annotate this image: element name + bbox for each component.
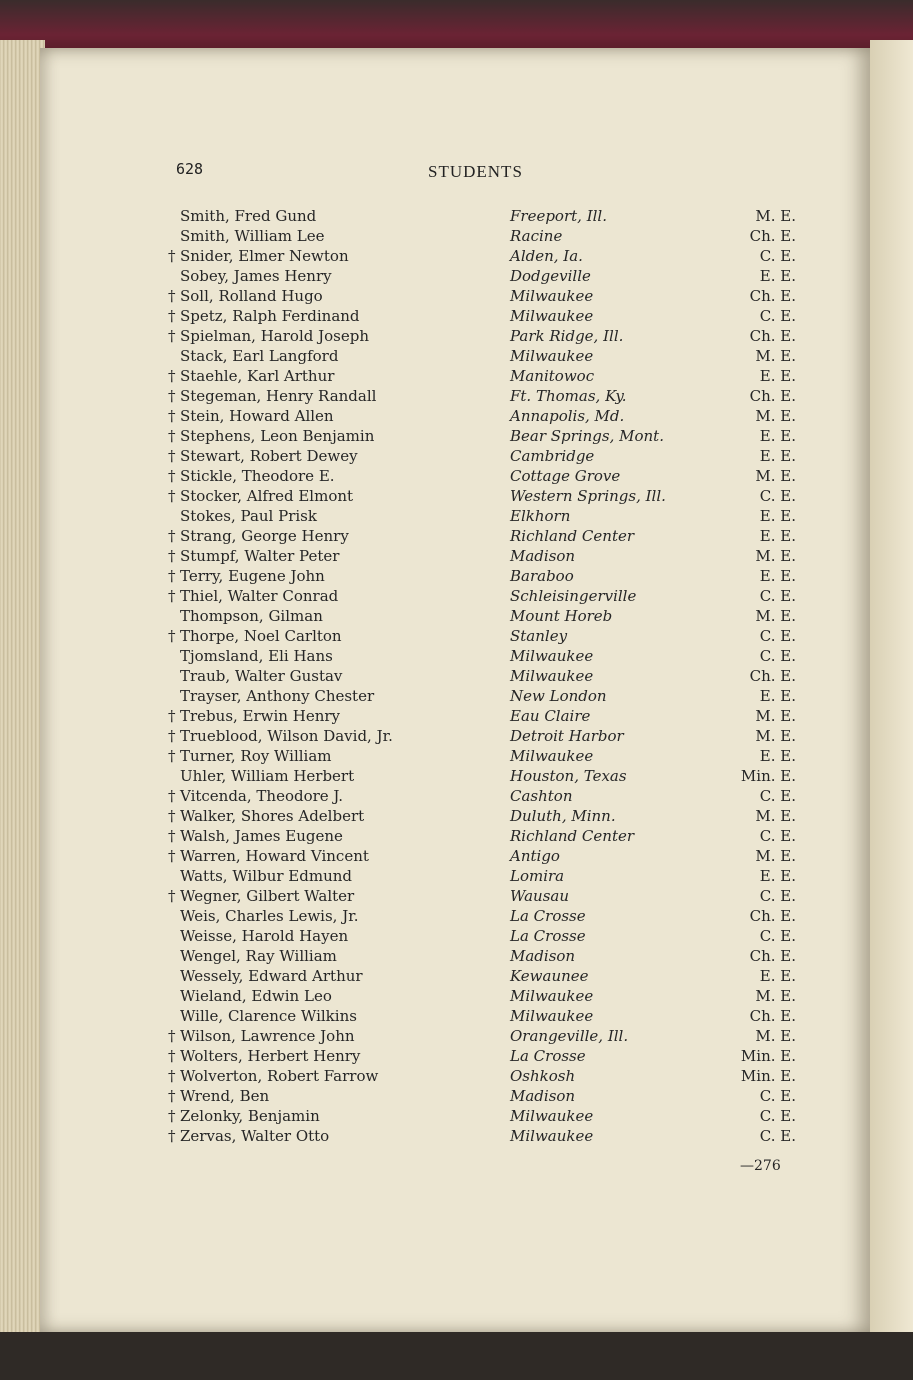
dagger-mark: †: [168, 747, 176, 765]
student-row: [0, 1086, 913, 1106]
student-row: [0, 846, 913, 866]
student-name-text: Smith, Fred Gund: [180, 207, 317, 225]
student-name-text: Wegner, Gilbert Walter: [180, 887, 355, 905]
course-of-study: E. E.: [759, 687, 796, 705]
student-name-text: Thiel, Walter Conrad: [180, 587, 339, 605]
dagger-mark: †: [168, 547, 176, 565]
hometown: Orangeville, Ill.: [510, 1027, 629, 1045]
course-of-study: E. E.: [759, 267, 796, 285]
dagger-mark: †: [168, 527, 176, 545]
student-name: [168, 246, 349, 266]
course-of-study: M. E.: [755, 547, 796, 565]
student-row: [0, 466, 913, 486]
page-number: 628: [176, 160, 204, 178]
student-name: [168, 386, 376, 406]
hometown: Kewaunee: [510, 967, 589, 985]
hometown: Manitowoc: [510, 367, 595, 385]
student-row: [0, 586, 913, 606]
student-name: [168, 666, 342, 686]
student-name-text: Thorpe, Noel Carlton: [180, 627, 342, 645]
student-row: [0, 806, 913, 826]
hometown: Milwaukee: [510, 287, 594, 305]
hometown: Cottage Grove: [510, 467, 621, 485]
student-row: [0, 866, 913, 886]
hometown: Cambridge: [510, 447, 595, 465]
student-name: [168, 426, 374, 446]
hometown: Richland Center: [510, 827, 635, 845]
hometown: Milwaukee: [510, 1007, 594, 1025]
course-of-study: C. E.: [759, 827, 796, 845]
course-of-study: Ch. E.: [749, 947, 796, 965]
hometown: Eau Claire: [510, 707, 591, 725]
student-name-text: Wolverton, Robert Farrow: [180, 1067, 379, 1085]
student-name-text: Wengel, Ray William: [180, 947, 337, 965]
course-of-study: C. E.: [759, 647, 796, 665]
student-name-text: Tjomsland, Eli Hans: [180, 647, 333, 665]
student-name: [168, 266, 332, 286]
dagger-mark: †: [168, 247, 176, 265]
hometown: Milwaukee: [510, 347, 594, 365]
student-row: [0, 386, 913, 406]
student-name-text: Wolters, Herbert Henry: [180, 1047, 361, 1065]
student-name-text: Traub, Walter Gustav: [180, 667, 343, 685]
student-name: [168, 686, 374, 706]
course-of-study: C. E.: [759, 787, 796, 805]
student-name-text: Thompson, Gilman: [180, 607, 323, 625]
student-row: [0, 746, 913, 766]
student-name-text: Turner, Roy William: [180, 747, 332, 765]
course-of-study: C. E.: [759, 1127, 796, 1145]
student-name: [168, 946, 337, 966]
hometown: Dodgeville: [510, 267, 591, 285]
student-row: [0, 1046, 913, 1066]
student-name: [168, 486, 353, 506]
hometown: Wausau: [510, 887, 570, 905]
course-of-study: Ch. E.: [749, 287, 796, 305]
student-row: [0, 286, 913, 306]
course-of-study: M. E.: [755, 607, 796, 625]
student-name-text: Zervas, Walter Otto: [180, 1127, 330, 1145]
cloth-binding-top: [0, 0, 913, 50]
hometown: Oshkosh: [510, 1067, 576, 1085]
student-name: [168, 1126, 329, 1146]
dagger-mark: †: [168, 807, 176, 825]
student-row: [0, 966, 913, 986]
student-name-text: Terry, Eugene John: [180, 567, 325, 585]
student-name: [168, 726, 393, 746]
course-of-study: E. E.: [759, 367, 796, 385]
course-of-study: C. E.: [759, 1087, 796, 1105]
student-row: [0, 426, 913, 446]
student-row: [0, 226, 913, 246]
student-name-text: Stack, Earl Langford: [180, 347, 339, 365]
dagger-mark: †: [168, 1027, 176, 1045]
dagger-mark: †: [168, 827, 176, 845]
student-row: [0, 486, 913, 506]
hometown: Antigo: [510, 847, 560, 865]
course-of-study: E. E.: [759, 567, 796, 585]
hometown: Duluth, Minn.: [510, 807, 616, 825]
student-name: [168, 586, 338, 606]
student-row: [0, 1106, 913, 1126]
student-row: [0, 326, 913, 346]
student-name-text: Stewart, Robert Dewey: [180, 447, 358, 465]
student-name-text: Wrend, Ben: [180, 1087, 270, 1105]
student-name-text: Weisse, Harold Hayen: [180, 927, 349, 945]
hometown: Park Ridge, Ill.: [510, 327, 624, 345]
course-of-study: M. E.: [755, 807, 796, 825]
student-row: [0, 266, 913, 286]
hometown: Madison: [510, 947, 576, 965]
student-name-text: Smith, William Lee: [180, 227, 325, 245]
dagger-mark: †: [168, 887, 176, 905]
student-name: [168, 366, 334, 386]
student-name: [168, 606, 323, 626]
course-of-study: C. E.: [759, 487, 796, 505]
student-row: [0, 666, 913, 686]
course-of-study: C. E.: [759, 887, 796, 905]
course-of-study: M. E.: [755, 347, 796, 365]
student-name: [168, 1066, 378, 1086]
student-name-text: Wille, Clarence Wilkins: [180, 1007, 357, 1025]
student-name: [168, 326, 369, 346]
student-name-text: Spetz, Ralph Ferdinand: [180, 307, 360, 325]
student-name: [168, 906, 359, 926]
student-roster: [0, 206, 913, 1146]
page-title: STUDENTS: [428, 162, 523, 181]
dagger-mark: †: [168, 707, 176, 725]
hometown: Mount Horeb: [510, 607, 613, 625]
hometown: Houston, Texas: [510, 767, 627, 785]
student-row: [0, 526, 913, 546]
course-of-study: M. E.: [755, 847, 796, 865]
course-of-study: M. E.: [755, 207, 796, 225]
hometown: Stanley: [510, 627, 568, 645]
student-row: [0, 1126, 913, 1146]
student-name-text: Vitcenda, Theodore J.: [180, 787, 344, 805]
student-name: [168, 786, 343, 806]
student-name: [168, 986, 332, 1006]
dagger-mark: †: [168, 427, 176, 445]
student-name-text: Stocker, Alfred Elmont: [180, 487, 354, 505]
student-row: [0, 646, 913, 666]
course-of-study: M. E.: [755, 987, 796, 1005]
student-name-text: Wilson, Lawrence John: [180, 1027, 355, 1045]
student-name: [168, 1026, 355, 1046]
student-name: [168, 226, 325, 246]
dagger-mark: †: [168, 627, 176, 645]
course-of-study: E. E.: [759, 967, 796, 985]
course-of-study: E. E.: [759, 427, 796, 445]
student-name: [168, 766, 354, 786]
course-of-study: Min. E.: [740, 767, 796, 785]
student-name: [168, 286, 323, 306]
student-name-text: Staehle, Karl Arthur: [180, 367, 335, 385]
student-name: [168, 406, 334, 426]
dagger-mark: †: [168, 727, 176, 745]
dagger-mark: †: [168, 487, 176, 505]
student-row: [0, 546, 913, 566]
hometown: Milwaukee: [510, 667, 594, 685]
course-of-study: Min. E.: [740, 1047, 796, 1065]
student-row: [0, 726, 913, 746]
student-name: [168, 626, 342, 646]
student-row: [0, 886, 913, 906]
student-name-text: Strang, George Henry: [180, 527, 349, 545]
hometown: Schleisingerville: [510, 587, 637, 605]
course-of-study: E. E.: [759, 527, 796, 545]
student-name-text: Snider, Elmer Newton: [180, 247, 349, 265]
hometown: La Crosse: [510, 907, 586, 925]
student-name-text: Stein, Howard Allen: [180, 407, 334, 425]
student-name-text: Trayser, Anthony Chester: [180, 687, 375, 705]
hometown: Annapolis, Md.: [510, 407, 625, 425]
student-name: [168, 446, 358, 466]
student-name-text: Weis, Charles Lewis, Jr.: [180, 907, 359, 925]
dagger-mark: †: [168, 787, 176, 805]
hometown: Alden, Ia.: [510, 247, 583, 265]
student-name: [168, 926, 348, 946]
dagger-mark: †: [168, 327, 176, 345]
student-name-text: Soll, Rolland Hugo: [180, 287, 323, 305]
student-name: [168, 966, 363, 986]
student-row: [0, 346, 913, 366]
hometown: La Crosse: [510, 1047, 586, 1065]
student-row: [0, 626, 913, 646]
student-row: [0, 406, 913, 426]
hometown: Bear Springs, Mont.: [510, 427, 664, 445]
hometown: Madison: [510, 547, 576, 565]
student-row: [0, 1026, 913, 1046]
student-name-text: Stumpf, Walter Peter: [180, 547, 340, 565]
student-row: [0, 306, 913, 326]
student-name: [168, 546, 339, 566]
course-of-study: Ch. E.: [749, 327, 796, 345]
student-name-text: Uhler, William Herbert: [180, 767, 355, 785]
hometown: Freeport, Ill.: [510, 207, 607, 225]
course-of-study: C. E.: [759, 587, 796, 605]
student-name: [168, 466, 335, 486]
course-of-study: E. E.: [759, 747, 796, 765]
course-of-study: Min. E.: [740, 1067, 796, 1085]
dagger-mark: †: [168, 367, 176, 385]
student-row: [0, 766, 913, 786]
course-of-study: M. E.: [755, 1027, 796, 1045]
dagger-mark: †: [168, 387, 176, 405]
hometown: La Crosse: [510, 927, 586, 945]
hometown: Racine: [510, 227, 563, 245]
dagger-mark: †: [168, 307, 176, 325]
course-of-study: M. E.: [755, 727, 796, 745]
student-name-text: Stegeman, Henry Randall: [180, 387, 377, 405]
course-of-study: M. E.: [755, 407, 796, 425]
hometown: Ft. Thomas, Ky.: [510, 387, 627, 405]
course-of-study: E. E.: [759, 867, 796, 885]
dagger-mark: †: [168, 1127, 176, 1145]
dagger-mark: †: [168, 287, 176, 305]
course-of-study: C. E.: [759, 1107, 796, 1125]
dagger-mark: †: [168, 1047, 176, 1065]
student-name-text: Sobey, James Henry: [180, 267, 332, 285]
dagger-mark: †: [168, 1087, 176, 1105]
student-name-text: Watts, Wilbur Edmund: [180, 867, 352, 885]
dagger-mark: †: [168, 567, 176, 585]
student-row: [0, 246, 913, 266]
student-name: [168, 306, 360, 326]
student-row: [0, 946, 913, 966]
student-row: [0, 606, 913, 626]
hometown: Detroit Harbor: [510, 727, 624, 745]
course-of-study: C. E.: [759, 247, 796, 265]
hometown: Richland Center: [510, 527, 635, 545]
student-name: [168, 1106, 320, 1126]
student-name-text: Wessely, Edward Arthur: [180, 967, 363, 985]
student-row: [0, 686, 913, 706]
dagger-mark: †: [168, 847, 176, 865]
background-bottom: [0, 1332, 913, 1380]
student-name: [168, 346, 338, 366]
hometown: Milwaukee: [510, 987, 594, 1005]
course-of-study: M. E.: [755, 707, 796, 725]
student-row: [0, 926, 913, 946]
student-row: [0, 986, 913, 1006]
dagger-mark: †: [168, 1067, 176, 1085]
student-row: [0, 446, 913, 466]
student-row: [0, 1066, 913, 1086]
student-row: [0, 366, 913, 386]
student-name: [168, 1006, 357, 1026]
hometown: Milwaukee: [510, 1107, 594, 1125]
student-name-text: Stokes, Paul Prisk: [180, 507, 317, 525]
student-name-text: Spielman, Harold Joseph: [180, 327, 369, 345]
student-name: [168, 206, 316, 226]
student-name: [168, 506, 317, 526]
course-of-study: Ch. E.: [749, 227, 796, 245]
course-of-study: Ch. E.: [749, 907, 796, 925]
course-of-study: Ch. E.: [749, 1007, 796, 1025]
hometown: Milwaukee: [510, 747, 594, 765]
student-name: [168, 526, 349, 546]
hometown: Lomira: [510, 867, 565, 885]
student-row: [0, 786, 913, 806]
dagger-mark: †: [168, 407, 176, 425]
student-row: [0, 206, 913, 226]
course-of-study: Ch. E.: [749, 387, 796, 405]
hometown: Madison: [510, 1087, 576, 1105]
dagger-mark: †: [168, 1107, 176, 1125]
course-of-study: C. E.: [759, 627, 796, 645]
student-name: [168, 866, 352, 886]
student-name-text: Stephens, Leon Benjamin: [180, 427, 375, 445]
student-name: [168, 646, 333, 666]
hometown: New London: [510, 687, 607, 705]
student-row: [0, 1006, 913, 1026]
hometown: Elkhorn: [510, 507, 571, 525]
student-name-text: Zelonky, Benjamin: [180, 1107, 320, 1125]
course-of-study: M. E.: [755, 467, 796, 485]
student-name-text: Wieland, Edwin Leo: [180, 987, 332, 1005]
dagger-mark: †: [168, 467, 176, 485]
student-row: [0, 566, 913, 586]
student-name: [168, 1046, 360, 1066]
student-row: [0, 506, 913, 526]
student-name-text: Warren, Howard Vincent: [180, 847, 369, 865]
hometown: Cashton: [510, 787, 573, 805]
student-name: [168, 826, 343, 846]
student-name: [168, 746, 332, 766]
course-of-study: Ch. E.: [749, 667, 796, 685]
course-of-study: C. E.: [759, 927, 796, 945]
student-name: [168, 846, 369, 866]
hometown: Milwaukee: [510, 647, 594, 665]
hometown: Milwaukee: [510, 307, 594, 325]
student-name-text: Trebus, Erwin Henry: [180, 707, 340, 725]
student-row: [0, 706, 913, 726]
hometown: Milwaukee: [510, 1127, 594, 1145]
dagger-mark: †: [168, 447, 176, 465]
hometown: Baraboo: [510, 567, 574, 585]
course-of-study: E. E.: [759, 447, 796, 465]
student-name-text: Stickle, Theodore E.: [180, 467, 335, 485]
student-name-text: Walsh, James Eugene: [180, 827, 343, 845]
student-name-text: Trueblood, Wilson David, Jr.: [180, 727, 393, 745]
student-row: [0, 906, 913, 926]
course-of-study: E. E.: [759, 507, 796, 525]
student-row: [0, 826, 913, 846]
page-count: —276: [740, 1158, 781, 1174]
hometown: Western Springs, Ill.: [510, 487, 666, 505]
student-name: [168, 1086, 269, 1106]
course-of-study: C. E.: [759, 307, 796, 325]
dagger-mark: †: [168, 587, 176, 605]
student-name: [168, 886, 354, 906]
student-name: [168, 566, 325, 586]
student-name: [168, 706, 340, 726]
student-name-text: Walker, Shores Adelbert: [180, 807, 365, 825]
student-name: [168, 806, 364, 826]
